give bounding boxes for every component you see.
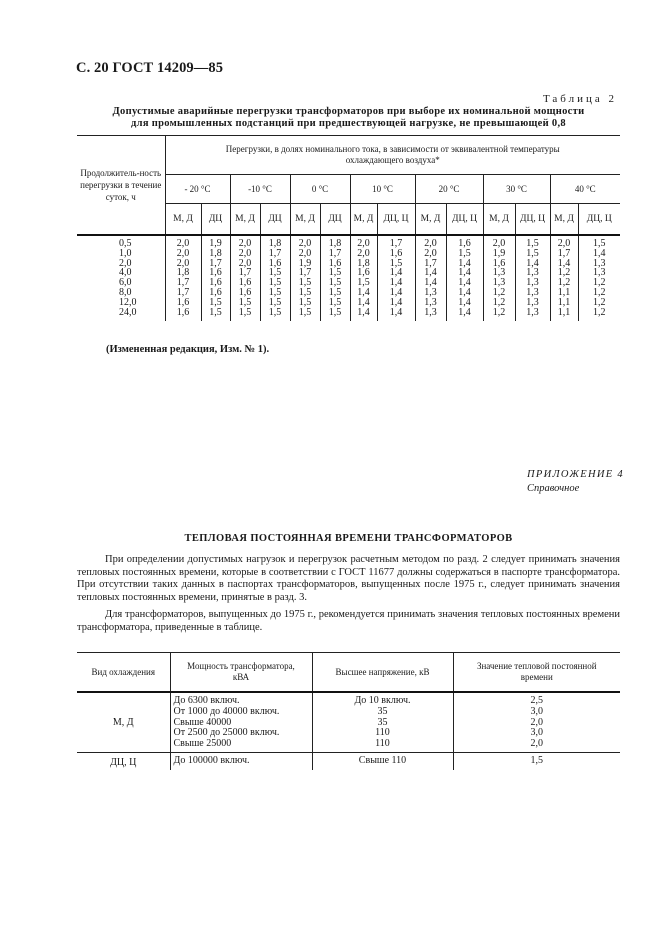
table-title-line-2: для промышленных подстанций при предшествующей нагрузке, не превышающей 0,8 [131, 118, 566, 129]
duration-cell: 6,0 [119, 277, 132, 289]
overload-value-cell: 1,5 [290, 278, 320, 288]
overload-value-cell: 1,9 [201, 235, 230, 249]
overload-value-cell: 1,6 [201, 288, 230, 298]
overload-value-cell: 2,0 [290, 235, 320, 249]
voltage-cell-line: 35 [377, 716, 388, 728]
overload-value-cell: 1,9 [290, 259, 320, 269]
overload-value-cell: 2,0 [230, 249, 260, 259]
overload-value-cell: 2,0 [415, 249, 446, 259]
cooling-subheader: ДЦ [260, 204, 290, 236]
time-constant-cell [453, 692, 620, 752]
power-cell-line: От 1000 до 40000 включ. [173, 705, 280, 717]
cooling-subheader: ДЦ, Ц [578, 204, 620, 236]
overload-table [77, 135, 620, 321]
overload-value-cell: 1,9 [483, 249, 515, 259]
cooling-subheader: М, Д [483, 204, 515, 236]
voltage-header: Высшее напряжение, кВ [312, 653, 453, 693]
temp-header: -10 °C [230, 175, 290, 204]
time-constant-cell [453, 752, 620, 770]
overload-value-cell: 1,4 [350, 298, 377, 308]
amendment-note: (Измененная редакция, Изм. № 1). [106, 344, 270, 355]
power-cell [170, 752, 312, 770]
overload-value-cell: 1,8 [320, 235, 350, 249]
overload-value-cell: 1,6 [165, 298, 201, 308]
overload-value-cell: 1,4 [377, 278, 415, 288]
time-constant-cell-line: 2,5 [530, 695, 543, 706]
overload-value-cell: 1,4 [446, 298, 483, 308]
overload-value-cell: 1,5 [320, 298, 350, 308]
temp-header: - 20 °C [165, 175, 230, 204]
overload-value-cell: 1,5 [320, 308, 350, 322]
overload-value-cell: 1,3 [515, 308, 550, 322]
overload-value-cell: 1,6 [230, 278, 260, 288]
overload-value-cell: 1,4 [350, 288, 377, 298]
overload-value-cell: 1,2 [578, 298, 620, 308]
cooling-subheader: ДЦ [201, 204, 230, 236]
duration-cell: 0,5 [119, 238, 132, 249]
temp-header: 10 °C [350, 175, 415, 204]
overload-value-cell: 1,7 [230, 268, 260, 278]
overload-value-cell: 1,5 [201, 298, 230, 308]
table-label: Таблица 2 [542, 93, 617, 105]
overload-value-cell: 1,7 [415, 259, 446, 269]
duration-cell: 4,0 [119, 267, 132, 279]
overload-value-cell: 1,2 [578, 308, 620, 322]
overload-value-cell: 1,6 [165, 308, 201, 322]
overload-value-cell: 1,3 [483, 278, 515, 288]
overload-value-cell: 1,4 [446, 268, 483, 278]
cooling-subheader: ДЦ [320, 204, 350, 236]
overload-value-cell: 2,0 [230, 235, 260, 249]
table-row [77, 752, 620, 770]
temp-header: 20 °C [415, 175, 483, 204]
time-constant-cell-line: 1,5 [530, 754, 543, 766]
cooling-subheader: М, Д [290, 204, 320, 236]
cooling-type-cell: ДЦ, Ц [77, 752, 170, 770]
table-row [77, 235, 620, 249]
overload-value-cell: 1,7 [377, 235, 415, 249]
overload-value-cell: 1,2 [483, 308, 515, 322]
table-row [77, 692, 620, 752]
overload-value-cell: 1,5 [377, 259, 415, 269]
duration-cell: 24,0 [119, 306, 137, 318]
table-title-line-1: Допустимые аварийные перегрузки трансформаторов при выборе их номинальной мощности [112, 106, 585, 117]
page-header: С. 20 ГОСТ 14209—85 [76, 60, 224, 76]
overload-value-cell: 1,7 [260, 249, 290, 259]
overload-value-cell: 1,2 [483, 288, 515, 298]
duration-cell: 2,0 [119, 257, 132, 269]
power-cell-line: До 100000 включ. [173, 754, 250, 766]
overload-value-cell: 1,7 [290, 268, 320, 278]
overload-value-cell: 1,5 [515, 249, 550, 259]
appendix-type: Справочное [527, 483, 580, 494]
overload-value-cell: 1,5 [290, 288, 320, 298]
overload-value-cell: 2,0 [290, 249, 320, 259]
overload-value-cell: 1,7 [201, 259, 230, 269]
duration-column-header: Продолжитель-ность перегрузки в течение суток, ч [77, 136, 165, 236]
overload-value-cell: 1,1 [550, 308, 578, 322]
overload-value-cell: 2,0 [483, 235, 515, 249]
table-row [77, 308, 620, 322]
voltage-cell-line: 110 [375, 727, 390, 739]
overload-value-cell: 1,2 [550, 268, 578, 278]
overload-value-cell: 1,5 [260, 278, 290, 288]
voltage-cell [312, 752, 453, 770]
overload-value-cell: 1,4 [578, 249, 620, 259]
voltage-cell-line: 110 [375, 738, 390, 750]
time-constant-cell-line: 2,0 [530, 738, 543, 750]
overload-value-cell: 1,4 [446, 308, 483, 322]
overload-value-cell: 1,8 [165, 268, 201, 278]
overload-value-cell: 1,5 [230, 308, 260, 322]
overload-value-cell: 1,3 [415, 298, 446, 308]
overload-value-cell: 1,7 [550, 249, 578, 259]
overload-value-cell: 1,3 [515, 288, 550, 298]
power-cell [170, 692, 312, 752]
overload-value-cell: 1,1 [550, 298, 578, 308]
overload-value-cell: 1,2 [578, 278, 620, 288]
overload-value-cell: 1,8 [350, 259, 377, 269]
overload-value-cell: 1,4 [550, 259, 578, 269]
cooling-subheader: М, Д [415, 204, 446, 236]
overload-value-cell: 1,5 [578, 235, 620, 249]
overload-value-cell: 1,3 [578, 268, 620, 278]
paragraph-2 [77, 609, 620, 634]
overload-value-cell: 1,5 [290, 308, 320, 322]
overload-value-cell: 1,4 [515, 259, 550, 269]
overload-value-cell: 2,0 [350, 249, 377, 259]
cooling-subheader: М, Д [350, 204, 377, 236]
overload-value-cell: 1,6 [260, 259, 290, 269]
overload-value-cell: 1,3 [515, 268, 550, 278]
overload-value-cell: 2,0 [165, 249, 201, 259]
time-constant-cell-line: 3,0 [530, 705, 543, 717]
overload-value-cell: 1,4 [415, 268, 446, 278]
time-constant-table [77, 652, 620, 770]
overload-value-cell: 2,0 [165, 259, 201, 269]
cooling-subheader: М, Д [230, 204, 260, 236]
paragraph-2-text: Для трансформаторов, выпущенных до 1975 г., рекомендуется принимать значения тепловых постоянных времени трансформатора, приведенные в таблице. [77, 609, 620, 633]
overload-value-cell: 1,3 [578, 259, 620, 269]
overload-value-cell: 1,5 [350, 278, 377, 288]
overload-value-cell: 1,6 [446, 235, 483, 249]
overload-value-cell: 1,4 [446, 259, 483, 269]
overload-value-cell: 1,4 [377, 268, 415, 278]
overload-value-cell: 2,0 [230, 259, 260, 269]
overload-value-cell: 1,5 [230, 298, 260, 308]
overload-value-cell: 1,3 [415, 288, 446, 298]
overload-value-cell: 1,6 [377, 249, 415, 259]
cooling-type-header: Вид охлаждения [91, 666, 155, 677]
overload-value-cell: 1,6 [201, 268, 230, 278]
overload-value-cell: 1,6 [230, 288, 260, 298]
voltage-cell [312, 692, 453, 752]
overload-value-cell: 1,6 [320, 259, 350, 269]
overload-value-cell: 2,0 [165, 235, 201, 249]
overload-value-cell: 1,2 [550, 278, 578, 288]
temp-header: 0 °C [290, 175, 350, 204]
paragraph-1 [77, 554, 620, 605]
overload-value-cell: 1,6 [483, 259, 515, 269]
overload-value-cell: 1,4 [377, 298, 415, 308]
overload-value-cell: 1,2 [483, 298, 515, 308]
overload-value-cell: 1,5 [260, 298, 290, 308]
duration-cell: 12,0 [119, 296, 137, 308]
overload-value-cell: 1,5 [320, 278, 350, 288]
time-constant-header: Значение тепловой постоянной времени [453, 653, 620, 693]
overload-value-cell: 1,3 [515, 298, 550, 308]
overload-value-cell: 1,4 [415, 278, 446, 288]
overload-value-cell: 1,3 [415, 308, 446, 322]
cooling-subheader: ДЦ, Ц [377, 204, 415, 236]
cooling-subheader: ДЦ, Ц [446, 204, 483, 236]
time-constant-cell-line: 2,0 [530, 716, 543, 728]
overload-value-cell: 1,5 [260, 308, 290, 322]
voltage-cell-line: Свыше 110 [358, 754, 407, 766]
temp-header: 30 °C [483, 175, 550, 204]
overload-value-cell: 1,2 [578, 288, 620, 298]
overload-value-cell: 1,7 [165, 278, 201, 288]
overload-value-cell: 1,3 [515, 278, 550, 288]
cooling-subheader: М, Д [165, 204, 201, 236]
time-constant-cell-line: 3,0 [530, 727, 543, 739]
overload-value-cell: 1,8 [260, 235, 290, 249]
power-cell-line: Свыше 40000 [173, 716, 232, 728]
overload-value-cell: 1,5 [320, 268, 350, 278]
overload-value-cell: 1,6 [350, 268, 377, 278]
overload-value-cell: 1,4 [350, 308, 377, 322]
time-constant-table-body [77, 692, 620, 770]
overload-value-cell: 1,5 [201, 308, 230, 322]
overload-value-cell: 1,1 [550, 288, 578, 298]
overload-value-cell: 1,7 [165, 288, 201, 298]
section-title: ТЕПЛОВАЯ ПОСТОЯННАЯ ВРЕМЕНИ ТРАНСФОРМАТОРОВ [184, 533, 513, 544]
overload-value-cell: 1,5 [260, 288, 290, 298]
overload-value-cell: 1,5 [320, 288, 350, 298]
appendix-label: ПРИЛОЖЕНИЕ 4 [527, 469, 624, 480]
overload-value-cell: 2,0 [415, 235, 446, 249]
power-cell-line: От 2500 до 25000 включ. [173, 727, 280, 739]
temp-header: 40 °C [550, 175, 620, 204]
overload-table-body [77, 235, 620, 321]
voltage-cell-line: 35 [377, 705, 388, 717]
overload-value-cell: 2,0 [350, 235, 377, 249]
overload-value-cell: 1,8 [201, 249, 230, 259]
overload-value-cell: 1,5 [515, 235, 550, 249]
duration-cell: 8,0 [119, 286, 132, 298]
overload-value-cell: 1,4 [377, 288, 415, 298]
voltage-cell-line: До 10 включ. [354, 695, 411, 706]
overload-value-cell: 1,5 [260, 268, 290, 278]
overload-value-cell: 1,5 [446, 249, 483, 259]
overload-value-cell: 1,6 [201, 278, 230, 288]
overload-value-cell: 1,4 [377, 308, 415, 322]
overload-value-cell: 1,7 [320, 249, 350, 259]
power-cell-line: До 6300 включ. [173, 695, 240, 706]
table-title [76, 106, 621, 130]
power-cell-line: Свыше 25000 [173, 738, 232, 750]
cooling-subheader: М, Д [550, 204, 578, 236]
overload-group-header: Перегрузки, в долях номинального тока, в зависимости от эквивалентной температуры охлаждающего воздуха* [165, 136, 620, 175]
overload-value-cell: 2,0 [550, 235, 578, 249]
overload-value-cell: 1,4 [446, 288, 483, 298]
power-header: Мощность трансформатора, кВА [170, 653, 312, 693]
overload-value-cell: 1,5 [290, 298, 320, 308]
overload-value-cell: 1,4 [446, 278, 483, 288]
paragraph-1-text: При определении допустимых нагрузок и перегрузок расчетным методом по разд. 2 следует принимать значения тепловых постоянных времени, которые в соответствии с ГОСТ 11677 должны содержаться в паспорте трансформатора. При отсутствии таких данных в паспортах трансформаторов, выпущенных после 1975 г., следует принимать значения тепловых постоянных времени, принятые в разд. 3. [77, 554, 620, 604]
overload-value-cell: 1,3 [483, 268, 515, 278]
duration-cell: 1,0 [119, 247, 132, 259]
cooling-type-cell: М, Д [112, 716, 134, 728]
cooling-subheader: ДЦ, Ц [515, 204, 550, 236]
